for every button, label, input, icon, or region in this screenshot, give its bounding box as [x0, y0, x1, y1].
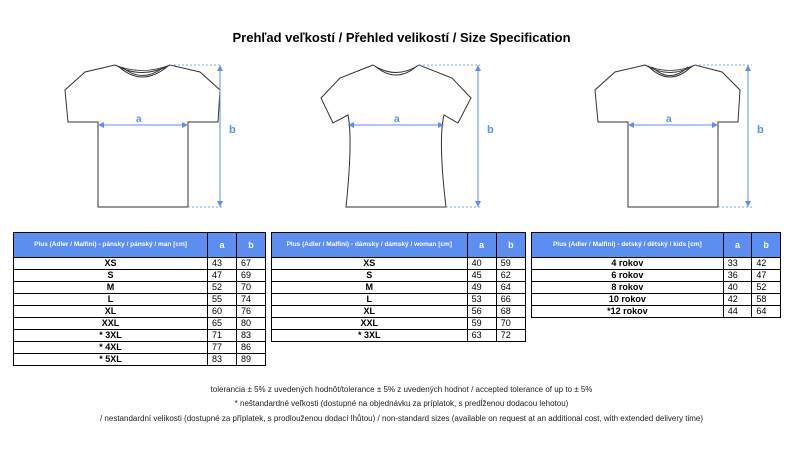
- table-header-title: Plus (Adler / Malfini) - pánsky / pánský / man [cm]: [14, 233, 208, 258]
- nonstandard-note-cz-en: / nestandardní velikosti (dostupné za příplatek, s prodlouženou dodací lhůtou) / non-standard sizes (available on request at an additional cost, with extended delivery time): [99, 414, 704, 423]
- measure-b-cell: 89: [237, 354, 266, 366]
- table-row: [532, 282, 781, 294]
- measure-a-cell: 40: [723, 282, 752, 294]
- size-label-cell: XL: [272, 306, 468, 318]
- table-row: [14, 306, 266, 318]
- size-label-cell: * 3XL: [272, 330, 468, 342]
- page-title: Prehľad veľkostí / Přehled velikostí / Size Specification: [232, 30, 571, 45]
- measure-b-cell: 76: [237, 306, 266, 318]
- measure-a-cell: 65: [208, 318, 237, 330]
- table-row: [272, 270, 526, 282]
- measure-a-cell: 77: [208, 342, 237, 354]
- table-header-a: a: [723, 233, 752, 258]
- size-label-cell: XXL: [272, 318, 468, 330]
- size-label-cell: S: [14, 270, 208, 282]
- measure-b-cell: 64: [752, 306, 781, 318]
- measure-b-cell: 62: [496, 270, 525, 282]
- table-header-title: Plus (Adler / Malfini) - dámsky / dámský / woman [cm]: [272, 233, 468, 258]
- tolerance-note: tolerancia ± 5% z uvedených hodnôt/tolerance ± 5% z uvedených hodnot / accepted tolerance of up to ± 5%: [210, 385, 593, 394]
- table-row: [14, 330, 266, 342]
- measure-a-cell: 42: [723, 294, 752, 306]
- table-row: [272, 306, 526, 318]
- measure-a-cell: 40: [467, 258, 496, 270]
- size-label-cell: XS: [272, 258, 468, 270]
- man-tshirt-diagram: [60, 60, 240, 210]
- measure-b-cell: 52: [752, 282, 781, 294]
- measure-a-label: a: [394, 114, 400, 125]
- table-header-a: a: [467, 233, 496, 258]
- size-label-cell: XL: [14, 306, 208, 318]
- measure-b-cell: 86: [237, 342, 266, 354]
- table-row: [272, 258, 526, 270]
- table-row: [532, 270, 781, 282]
- size-label-cell: 6 rokov: [532, 270, 724, 282]
- measure-a-cell: 33: [723, 258, 752, 270]
- size-label-cell: * 5XL: [14, 354, 208, 366]
- measure-b-label-man: b: [229, 124, 236, 136]
- measure-a-cell: 83: [208, 354, 237, 366]
- measure-b-cell: 42: [752, 258, 781, 270]
- table-header-b: b: [496, 233, 525, 258]
- measure-a-cell: 59: [467, 318, 496, 330]
- table-row: [272, 294, 526, 306]
- table-header-row: [14, 233, 266, 258]
- size-label-cell: 8 rokov: [532, 282, 724, 294]
- table-header-b: b: [237, 233, 266, 258]
- kids-tshirt-diagram: [590, 60, 770, 210]
- table-header-a: a: [208, 233, 237, 258]
- table-row: [14, 270, 266, 282]
- measure-b-cell: 64: [496, 282, 525, 294]
- measure-a-cell: 36: [723, 270, 752, 282]
- table-header-b: b: [752, 233, 781, 258]
- table-header-row: [272, 233, 526, 258]
- measure-a-cell: 53: [467, 294, 496, 306]
- size-label-cell: M: [272, 282, 468, 294]
- size-label-cell: S: [272, 270, 468, 282]
- table-row: [14, 282, 266, 294]
- size-label-cell: L: [272, 294, 468, 306]
- measure-b-cell: 83: [237, 330, 266, 342]
- woman-tshirt-diagram: [318, 60, 498, 210]
- size-table-woman: [271, 232, 526, 342]
- measure-a-cell: 43: [208, 258, 237, 270]
- measure-a-cell: 45: [467, 270, 496, 282]
- measure-b-label-kids: b: [757, 124, 764, 136]
- table-header-title: Plus (Adler / Malfini) - detský / dětský / kids [cm]: [532, 233, 724, 258]
- measure-b-cell: 67: [237, 258, 266, 270]
- measure-a-cell: 47: [208, 270, 237, 282]
- measure-b-cell: 72: [496, 330, 525, 342]
- table-row: [14, 354, 266, 366]
- size-table-man: [13, 232, 266, 366]
- measure-a-cell: 56: [467, 306, 496, 318]
- measure-b-cell: 58: [752, 294, 781, 306]
- size-label-cell: L: [14, 294, 208, 306]
- size-label-cell: XXL: [14, 318, 208, 330]
- measure-a-cell: 49: [467, 282, 496, 294]
- measure-b-cell: 70: [237, 282, 266, 294]
- measure-a-cell: 71: [208, 330, 237, 342]
- table-row: [272, 318, 526, 330]
- measure-b-label-woman: b: [487, 124, 494, 136]
- measure-b-cell: 68: [496, 306, 525, 318]
- table-row: [532, 258, 781, 270]
- table-row: [14, 258, 266, 270]
- measure-a-label: a: [136, 114, 142, 125]
- size-label-cell: 10 rokov: [532, 294, 724, 306]
- table-row: [14, 318, 266, 330]
- table-row: [272, 330, 526, 342]
- measure-b-cell: 74: [237, 294, 266, 306]
- measure-b-cell: 80: [237, 318, 266, 330]
- measure-b-cell: 66: [496, 294, 525, 306]
- measure-b-cell: 47: [752, 270, 781, 282]
- size-label-cell: 4 rokov: [532, 258, 724, 270]
- measure-a-cell: 52: [208, 282, 237, 294]
- table-row: [14, 342, 266, 354]
- measure-a-cell: 44: [723, 306, 752, 318]
- measure-b-cell: 69: [237, 270, 266, 282]
- table-row: [532, 294, 781, 306]
- size-label-cell: * 3XL: [14, 330, 208, 342]
- measure-b-cell: 59: [496, 258, 525, 270]
- table-row: [272, 282, 526, 294]
- size-label-cell: XS: [14, 258, 208, 270]
- size-label-cell: *12 rokov: [532, 306, 724, 318]
- nonstandard-note-sk: * neštandardné veľkosti (dostupné na objednávku za príplatok, s predĺženou dodacou lehotou): [234, 399, 569, 408]
- size-label-cell: M: [14, 282, 208, 294]
- measure-a-label: a: [666, 114, 672, 125]
- measure-a-cell: 60: [208, 306, 237, 318]
- table-row: [14, 294, 266, 306]
- size-table-kids: [531, 232, 781, 318]
- measure-b-cell: 70: [496, 318, 525, 330]
- measure-a-cell: 63: [467, 330, 496, 342]
- size-label-cell: * 4XL: [14, 342, 208, 354]
- measure-a-cell: 55: [208, 294, 237, 306]
- table-header-row: [532, 233, 781, 258]
- table-row: [532, 306, 781, 318]
